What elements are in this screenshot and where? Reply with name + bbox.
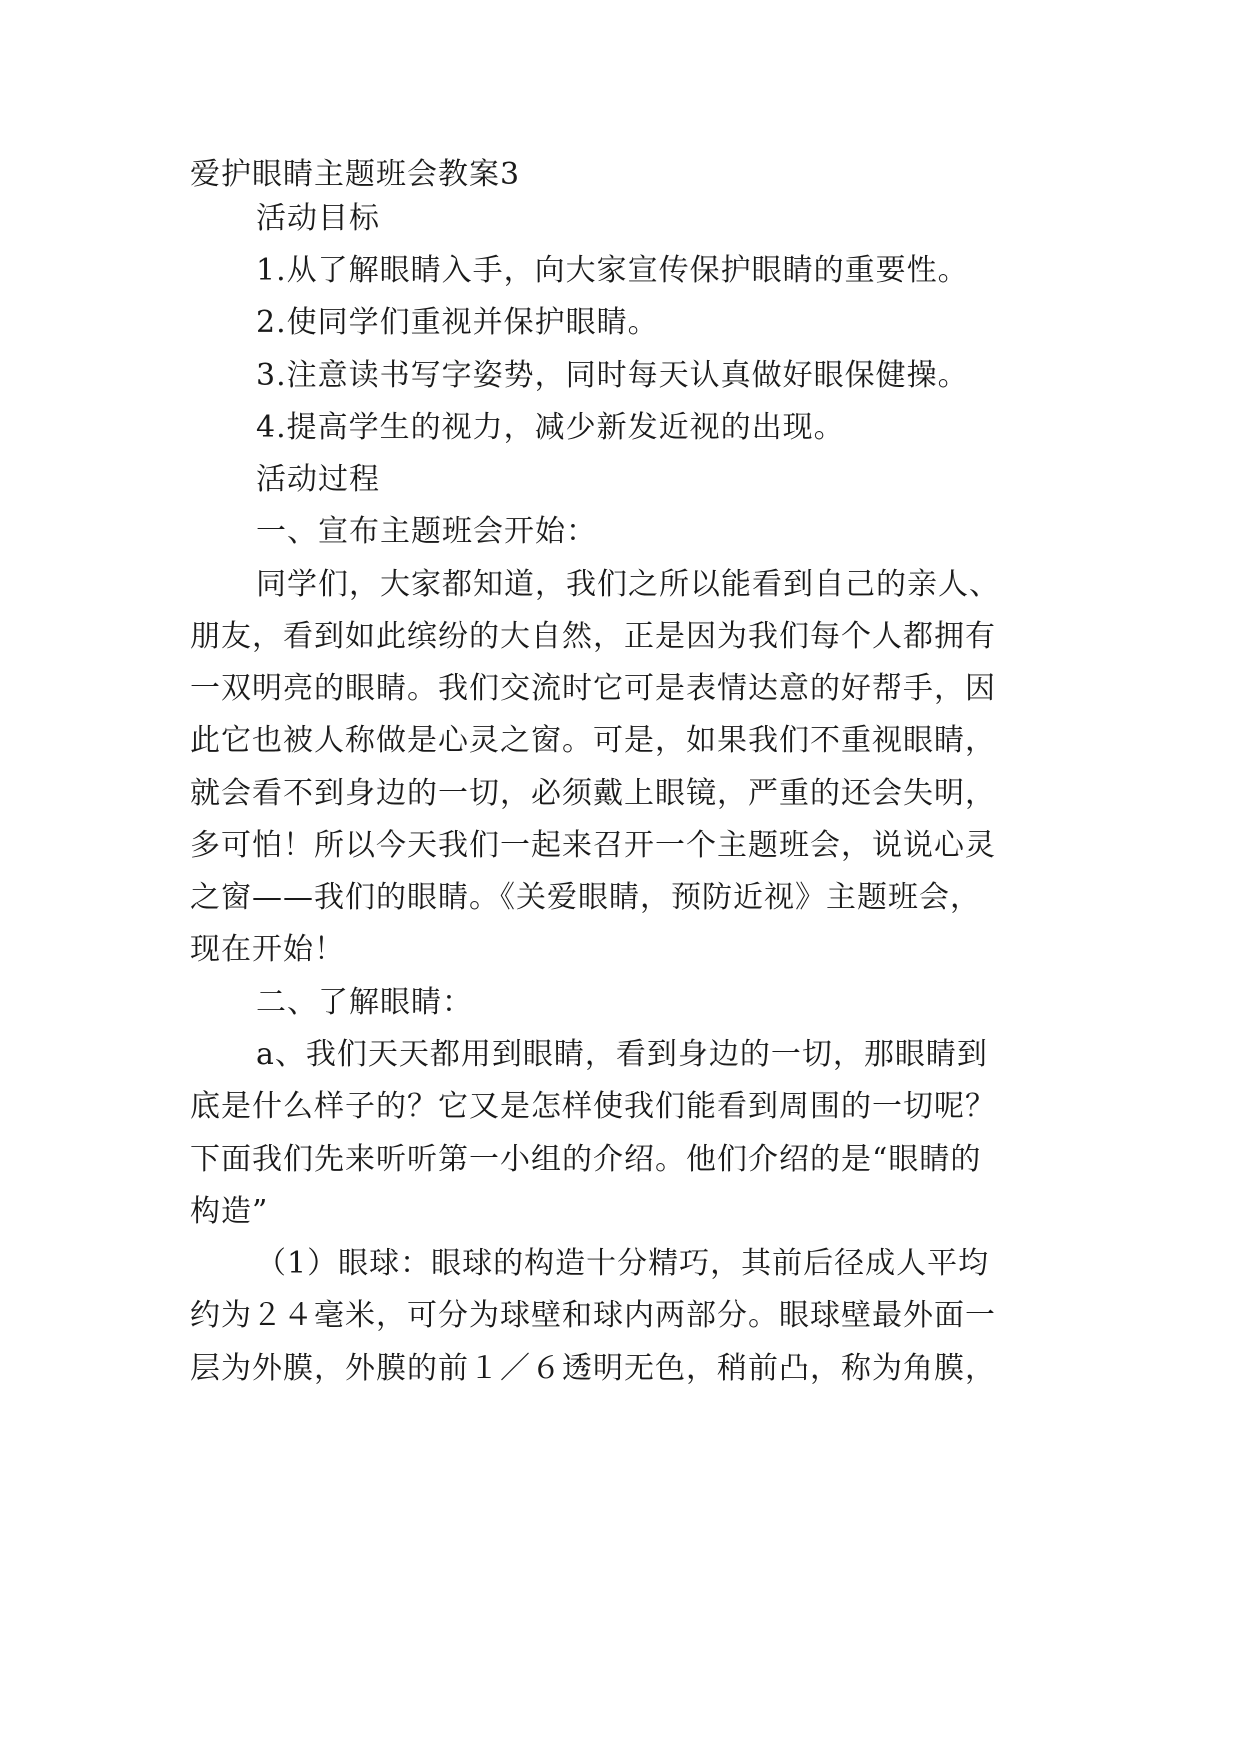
step-heading-2: 二、了解眼睛：: [256, 985, 473, 1020]
goal-item-3: 3.注意读书写字姿势，同时每天认真做好眼保健操。: [256, 358, 969, 393]
paragraph-line: （1）眼球：眼球的构造十分精巧，其前后径成人平均: [256, 1246, 990, 1281]
goal-item-4: 4.提高学生的视力，减少新发近视的出现。: [256, 410, 845, 445]
paragraph-line: a、我们天天都用到眼睛，看到身边的一切，那眼睛到: [256, 1037, 988, 1072]
paragraph-line: 此它也被人称做是心灵之窗。可是，如果我们不重视眼睛，: [190, 723, 996, 758]
section-heading-process: 活动过程: [256, 462, 380, 497]
paragraph-line: 朋友，看到如此缤纷的大自然，正是因为我们每个人都拥有: [190, 619, 996, 654]
paragraph-line: 约为２４毫米，可分为球壁和球内两部分。眼球壁最外面一: [190, 1298, 996, 1333]
step-heading-1: 一、宣布主题班会开始：: [256, 514, 597, 549]
goal-item-1: 1.从了解眼睛入手，向大家宣传保护眼睛的重要性。: [256, 253, 969, 288]
paragraph-line: 就会看不到身边的一切，必须戴上眼镜，严重的还会失明，: [190, 776, 996, 811]
goal-item-2: 2.使同学们重视并保护眼睛。: [256, 305, 659, 340]
paragraph-line: 多可怕！所以今天我们一起来召开一个主题班会，说说心灵: [190, 828, 996, 863]
paragraph-line: 之窗——我们的眼睛。《关爱眼睛，预防近视》主题班会，: [190, 880, 981, 915]
paragraph-line: 现在开始！: [190, 932, 345, 967]
paragraph-line: 底是什么样子的？它又是怎样使我们能看到周围的一切呢？: [190, 1089, 996, 1124]
section-heading-goals: 活动目标: [256, 201, 380, 236]
paragraph-line: 同学们，大家都知道，我们之所以能看到自己的亲人、: [256, 567, 1000, 602]
paragraph-line: 层为外膜，外膜的前１／６透明无色，稍前凸，称为角膜，: [190, 1351, 996, 1386]
paragraph-line: 构造”: [190, 1194, 269, 1229]
paragraph-line: 一双明亮的眼睛。我们交流时它可是表情达意的好帮手，因: [190, 671, 996, 706]
paragraph-line: 下面我们先来听听第一小组的介绍。他们介绍的是“眼睛的: [190, 1142, 982, 1177]
document-title: 爱护眼睛主题班会教案3: [190, 157, 521, 192]
